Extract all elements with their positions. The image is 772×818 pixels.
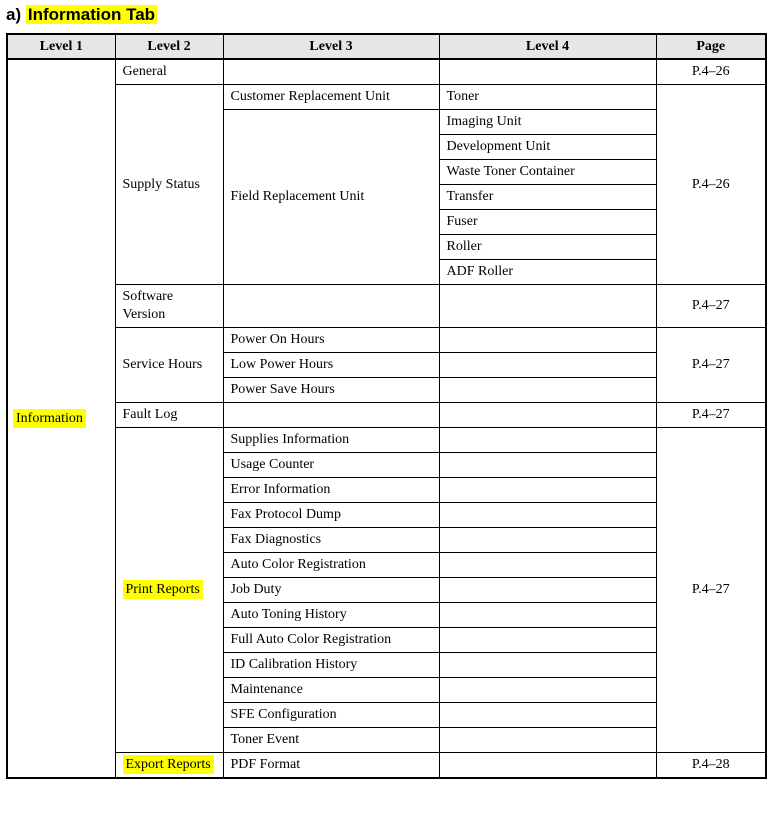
level4-empty [439, 703, 656, 728]
table-row [7, 428, 766, 453]
level4-empty [439, 578, 656, 603]
level3-usage-counter: Usage Counter [223, 453, 439, 478]
level3-pdf-format: PDF Format [223, 753, 439, 779]
header-level-2: Level 2 [115, 34, 223, 59]
table-row [7, 285, 766, 328]
level4-empty [439, 59, 656, 85]
level3-customer-replacement-unit: Customer Replacement Unit [223, 85, 439, 110]
page-print-reports: P.4–27 [656, 428, 766, 753]
level3-power-on-hours: Power On Hours [223, 328, 439, 353]
level4-empty [439, 285, 656, 328]
level3-supplies-information: Supplies Information [223, 428, 439, 453]
level3-auto-toning-history: Auto Toning History [223, 603, 439, 628]
header-level-4: Level 4 [439, 34, 656, 59]
level2-export-reports: Export Reports [123, 755, 214, 774]
level2-print-reports: Print Reports [123, 580, 203, 599]
level2-export-reports-cell [115, 753, 223, 779]
level4-empty [439, 753, 656, 779]
level4-empty [439, 453, 656, 478]
level4-imaging-unit: Imaging Unit [439, 110, 656, 135]
level3-power-save-hours: Power Save Hours [223, 378, 439, 403]
level3-id-calibration-history: ID Calibration History [223, 653, 439, 678]
level4-empty [439, 328, 656, 353]
level4-empty [439, 603, 656, 628]
level3-maintenance: Maintenance [223, 678, 439, 703]
level4-empty [439, 728, 656, 753]
level3-empty [223, 403, 439, 428]
page-service-hours: P.4–27 [656, 328, 766, 403]
level4-empty [439, 528, 656, 553]
header-page: Page [656, 34, 766, 59]
level4-empty [439, 503, 656, 528]
level2-supply-status: Supply Status [115, 85, 223, 285]
level2-fault-log: Fault Log [115, 403, 223, 428]
table-row [7, 328, 766, 353]
level4-empty [439, 478, 656, 503]
level3-auto-color-registration: Auto Color Registration [223, 553, 439, 578]
level3-field-replacement-unit: Field Replacement Unit [223, 110, 439, 285]
header-level-1: Level 1 [7, 34, 115, 59]
section-heading [6, 2, 157, 28]
level4-fuser: Fuser [439, 210, 656, 235]
level3-error-information: Error Information [223, 478, 439, 503]
level3-low-power-hours: Low Power Hours [223, 353, 439, 378]
level4-empty [439, 353, 656, 378]
level3-job-duty: Job Duty [223, 578, 439, 603]
heading-title: Information Tab [27, 5, 156, 24]
level3-fax-protocol-dump: Fax Protocol Dump [223, 503, 439, 528]
page-fault-log: P.4–27 [656, 403, 766, 428]
level4-roller: Roller [439, 235, 656, 260]
header-level-3: Level 3 [223, 34, 439, 59]
level4-toner: Toner [439, 85, 656, 110]
level2-general: General [115, 59, 223, 85]
table-row [7, 753, 766, 779]
level2-software-version: Software Version [115, 285, 223, 328]
table-header-row [7, 34, 766, 59]
page-general: P.4–26 [656, 59, 766, 85]
level3-empty [223, 59, 439, 85]
page-export-reports: P.4–28 [656, 753, 766, 779]
level4-empty [439, 678, 656, 703]
level4-waste-toner-container: Waste Toner Container [439, 160, 656, 185]
page-software-version: P.4–27 [656, 285, 766, 328]
level4-empty [439, 428, 656, 453]
level2-service-hours: Service Hours [115, 328, 223, 403]
level2-print-reports-cell [115, 428, 223, 753]
level4-empty [439, 628, 656, 653]
level4-empty [439, 403, 656, 428]
heading-prefix: a) [6, 5, 22, 24]
level1-information: Information [13, 409, 86, 428]
information-tab-table [6, 33, 767, 779]
table-row [7, 403, 766, 428]
level4-empty [439, 653, 656, 678]
level3-fax-diagnostics: Fax Diagnostics [223, 528, 439, 553]
table-row [7, 59, 766, 85]
level3-empty [223, 285, 439, 328]
page-supply-status: P.4–26 [656, 85, 766, 285]
level4-empty [439, 553, 656, 578]
level1-cell [7, 59, 115, 778]
level4-empty [439, 378, 656, 403]
level4-adf-roller: ADF Roller [439, 260, 656, 285]
level3-sfe-configuration: SFE Configuration [223, 703, 439, 728]
table-row [7, 85, 766, 110]
level4-transfer: Transfer [439, 185, 656, 210]
level4-development-unit: Development Unit [439, 135, 656, 160]
level3-toner-event: Toner Event [223, 728, 439, 753]
level3-full-auto-color-registration: Full Auto Color Registration [223, 628, 439, 653]
